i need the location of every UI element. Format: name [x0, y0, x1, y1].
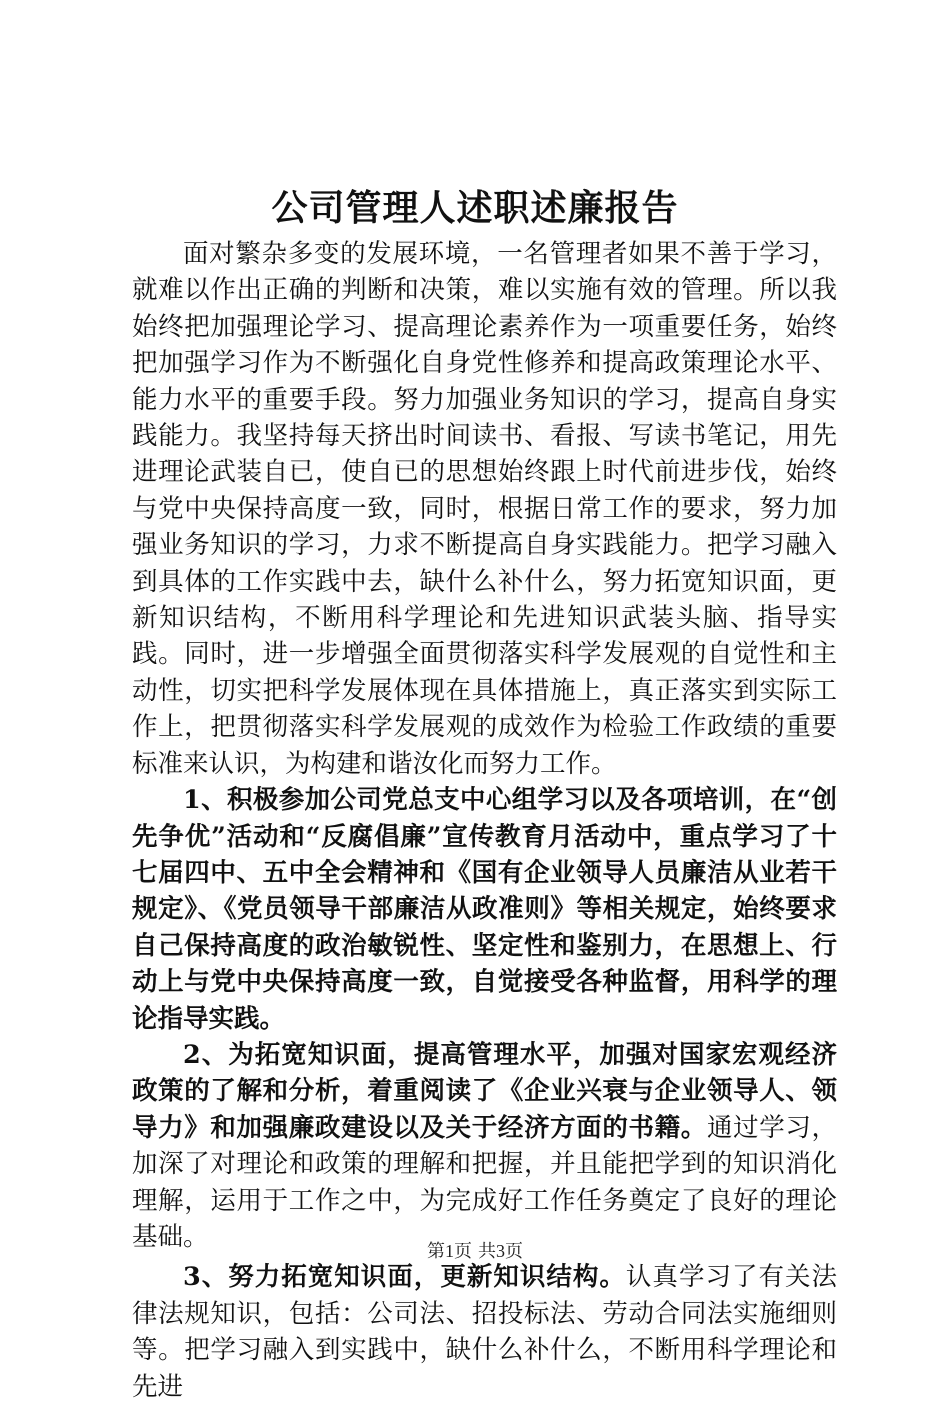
paragraph-item-1-heading: 1、积极参加公司党总支中心组学习以及各项培训，在“创先争优”活动和“反腐倡廉”宣传教育月活动中，重点学习了十七届四中、五中全会精神和《国有企业领导人员廉洁从业若干规定》、《党员领导干部廉洁从政准则》等相关规定，始终要求自己保持高度的政治敏锐性、坚定性和鉴别力，在思想上、行动上与党中央保持高度一致，自觉接受各种监督，用科学的理论指导实践。 [132, 785, 837, 1034]
paragraph-item-1 [132, 782, 837, 1037]
page-number: 第1页 [427, 1241, 472, 1261]
document-title: 公司管理人述职述廉报告 [271, 187, 679, 229]
paragraph-item-3-text: 认真学习了有关法律法规知识，包括：公司法、招投标法、劳动合同法实施细则等。把学习融入到实践中，缺什么补什么，不断用科学理论和先进 [132, 1262, 837, 1402]
page-footer [0, 1239, 950, 1263]
paragraph-intro [132, 236, 837, 782]
paragraph-item-2 [132, 1037, 837, 1255]
document-body [132, 236, 837, 1405]
page-total: 共3页 [478, 1241, 523, 1261]
paragraph-item-2-text: 通过学习，加深了对理论和政策的理解和把握，并且能把学到的知识消化理解，运用于工作之中，为完成好工作任务奠定了良好的理论基础。 [132, 1112, 837, 1252]
paragraph-item-3-heading: 3、努力拓宽知识面，更新知识结构。 [183, 1262, 626, 1293]
paragraph-item-2-heading: 2、为拓宽知识面，提高管理水平，加强对国家宏观经济政策的了解和分析，着重阅读了《企业兴衰与企业领导人、领导力》和加强廉政建设以及关于经济方面的书籍。 [132, 1039, 837, 1143]
paragraph-item-3 [132, 1259, 837, 1405]
paragraph-intro-text: 面对繁杂多变的发展环境，一名管理者如果不善于学习，就难以作出正确的判断和决策，难以实施有效的管理。所以我始终把加强理论学习、提高理论素养作为一项重要任务，始终把加强学习作为不断强化自身党性修养和提高政策理论水平、能力水平的重要手段。努力加强业务知识的学习，提高自身实践能力。我坚持每天挤出时间读书、看报、写读书笔记，用先进理论武装自已，使自已的思想始终跟上时代前进步伐，始终与党中央保持高度一致，同时，根据日常工作的要求，努力加强业务知识的学习，力求不断提高自身实践能力。把学习融入到具体的工作实践中去，缺什么补什么，努力拓宽知识面，更新知识结构，不断用科学理论和先进知识武装头脑、指导实践。同时，进一步增强全面贯彻落实科学发展观的自觉性和主动性，切实把科学发展体现在具体措施上，真正落实到实际工作上，把贯彻落实科学发展观的成效作为检验工作政绩的重要标准来认识，为构建和谐汝化而努力工作。 [132, 239, 837, 779]
